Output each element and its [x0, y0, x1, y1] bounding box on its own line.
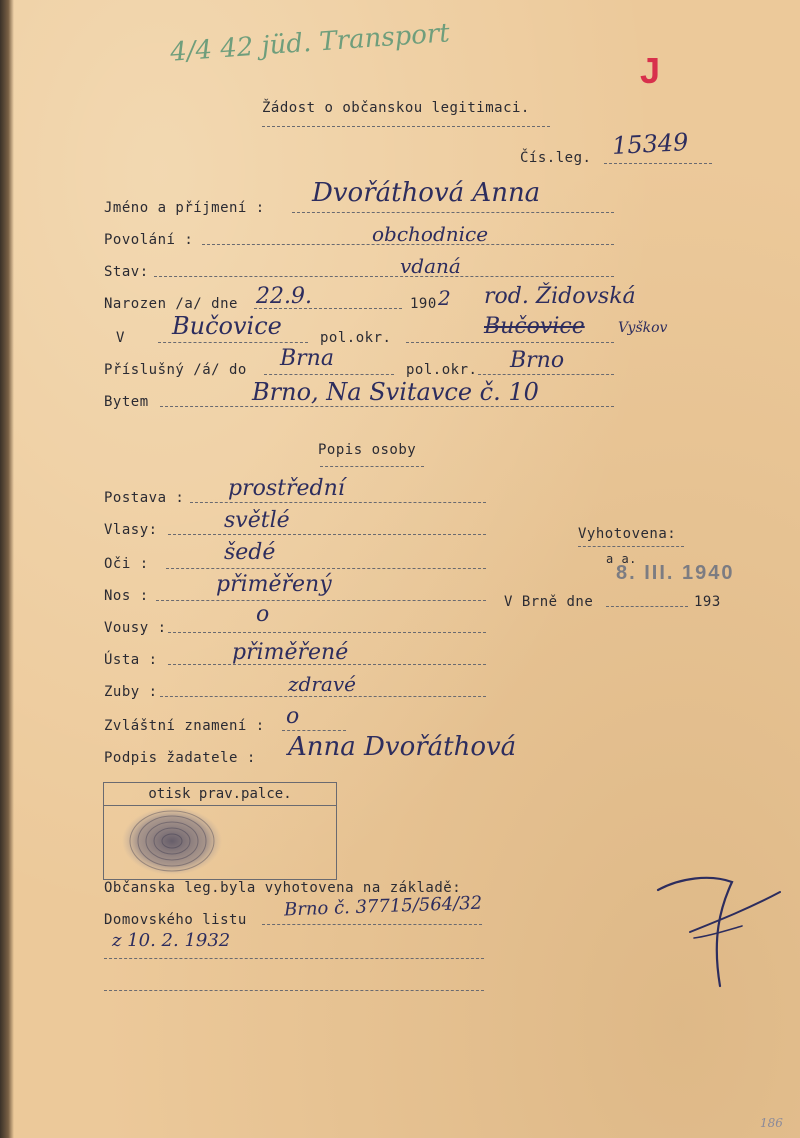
date-line [606, 606, 688, 607]
usta-value: přiměřené [232, 640, 349, 665]
vousy-label: Vousy : [104, 620, 167, 636]
zaklad-line-2 [104, 990, 484, 991]
vousy-value: o [256, 602, 270, 627]
podpis-label: Podpis žadatele : [104, 750, 256, 766]
domovsky-line [262, 924, 482, 925]
narozen-date: 22.9. [256, 284, 312, 309]
oci-value: šedé [224, 540, 276, 565]
povolani-label: Povolání : [104, 232, 194, 248]
narozen-year-prefix: 190 [410, 296, 437, 312]
vlasy-value: světlé [224, 508, 290, 533]
v-place: Bučovice [172, 312, 282, 340]
vousy-line [168, 632, 486, 633]
v-pol-label: pol.okr. [320, 330, 392, 346]
domovsky-value: Brno č. 37715/564/32 [283, 892, 483, 921]
bytem-value: Brno, Na Svitavce č. 10 [252, 378, 539, 406]
postava-value: prostřední [228, 476, 345, 501]
popis-heading: Popis osoby [318, 442, 417, 458]
narozen-label: Narozen /a/ dne [104, 296, 238, 312]
zaklad-label: Občanska leg.byla vyhotovena na základě: [104, 880, 462, 896]
thumbprint-label: otisk prav.palce. [104, 783, 336, 806]
usta-line [168, 664, 486, 665]
povolani-value: obchodnice [372, 222, 489, 246]
vyhotovena-underline [578, 546, 684, 547]
city-label: V Brně dne [504, 594, 594, 610]
narozen-year-hand: 2 [438, 286, 451, 310]
zaklad-date: z 10. 2. 1932 [112, 930, 231, 951]
v-pol-line [406, 342, 614, 343]
jewish-stamp: J [640, 50, 661, 91]
vlasy-line [168, 534, 486, 535]
thumbprint-box [103, 782, 337, 880]
narozen-line [254, 308, 402, 309]
oci-line [166, 568, 486, 569]
zuby-line [160, 696, 486, 697]
vyhotovena-label: Vyhotovena: [578, 526, 677, 542]
form-title: Žádost o občanskou legitimaci. [262, 100, 530, 116]
prislusny-label: Příslušný /á/ do [104, 362, 247, 378]
cis-leg-value: 15349 [611, 128, 690, 160]
nos-line [156, 600, 486, 601]
thumbprint-image [104, 805, 336, 879]
postava-line [190, 502, 486, 503]
bytem-line [160, 406, 614, 407]
stav-value: vdaná [400, 254, 461, 278]
v-pol-value: Bučovice [484, 314, 585, 339]
prislusny-pol-label: pol.okr. [406, 362, 478, 378]
vyhotovena-aa: a a. [606, 552, 637, 566]
domovsky-label: Domovského listu [104, 912, 247, 928]
title-underline [262, 126, 550, 127]
v-line [158, 342, 308, 343]
oci-label: Oči : [104, 556, 149, 572]
page-number: 186 [760, 1116, 783, 1130]
cis-leg-line [604, 163, 712, 164]
znameni-value: o [286, 704, 300, 729]
prislusny-place: Brna [280, 346, 334, 371]
usta-label: Ústa : [104, 652, 158, 668]
nos-value: přiměřený [216, 572, 332, 597]
v-label: V [116, 330, 125, 346]
cis-leg-label: Čís.leg. [520, 150, 592, 166]
v-pol-note: Vyškov [618, 320, 668, 336]
narozen-extra: rod. Židovská [484, 284, 636, 309]
vlasy-label: Vlasy: [104, 522, 158, 538]
postava-label: Postava : [104, 490, 185, 506]
jmeno-line [292, 212, 614, 213]
nos-label: Nos : [104, 588, 149, 604]
zaklad-line-1 [104, 958, 484, 959]
jmeno-value: Dvořáthová Anna [312, 178, 541, 208]
stav-label: Stav: [104, 264, 149, 280]
prislusny-line [264, 374, 394, 375]
znameni-line [282, 730, 346, 731]
date-stamp: 8. III. 1940 [616, 562, 735, 584]
bytem-label: Bytem [104, 394, 149, 410]
prislusny-pol-line [478, 374, 614, 375]
header-handwritten-note: 4/4 42 jüd. Transport [169, 18, 451, 68]
zuby-value: zdravé [288, 672, 356, 696]
stav-line [154, 276, 614, 277]
official-signature [650, 868, 790, 998]
paper-edge [0, 0, 14, 1138]
year-suffix: 193 [694, 594, 721, 610]
applicant-signature: Anna Dvořáthová [288, 732, 517, 762]
znameni-label: Zvláštní znamení : [104, 718, 265, 734]
jmeno-label: Jméno a příjmení : [104, 200, 265, 216]
popis-underline [320, 466, 424, 467]
povolani-line [202, 244, 614, 245]
prislusny-pol-value: Brno [510, 348, 565, 373]
zuby-label: Zuby : [104, 684, 158, 700]
